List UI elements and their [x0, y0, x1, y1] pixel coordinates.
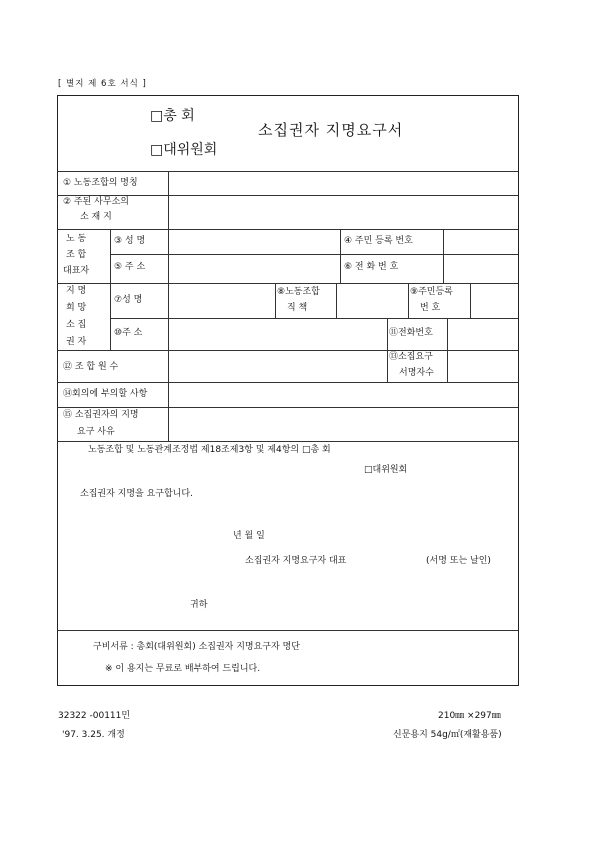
column-divider: [447, 318, 448, 350]
label-nominee: 권 자: [66, 337, 87, 347]
row-divider: [57, 283, 518, 284]
label-reason: 요구 사유: [77, 427, 115, 437]
label-signer-count: 서명자수: [399, 368, 434, 378]
label-rep-phone: ⑥ 전 화 번 호: [344, 262, 399, 272]
input-rep-name[interactable]: [170, 231, 339, 253]
document-title: 소집권자 지명요구서: [258, 121, 404, 139]
addressee-label: 귀하: [190, 600, 208, 610]
column-divider: [168, 171, 169, 229]
statement-request: 소집권자 지명을 요구합니다.: [80, 489, 193, 499]
column-divider: [168, 229, 169, 350]
input-reason[interactable]: [170, 409, 516, 440]
label-agenda: ⑭회의에 부의할 사항: [63, 389, 148, 399]
form-code: 32322 -00111민: [58, 711, 131, 721]
input-signer-count[interactable]: [449, 352, 516, 381]
label-nominee: 지 명: [66, 286, 87, 296]
label-representative: 대표자: [63, 266, 90, 276]
input-agenda[interactable]: [170, 384, 516, 406]
label-nominee-id-number: 번 호: [420, 303, 441, 313]
input-member-count[interactable]: [170, 352, 386, 381]
input-union-name[interactable]: [170, 173, 516, 194]
row-divider: [57, 407, 518, 408]
attachments-note: 구비서류 : 총회(대위원회) 소집권자 지명요구자 명단: [93, 642, 300, 652]
row-divider: [57, 229, 518, 230]
label-reason: ⑮ 소집권자의 지명: [63, 410, 139, 420]
row-divider: [57, 630, 518, 631]
column-divider: [168, 407, 169, 441]
label-nominee-position: 직 책: [287, 303, 308, 313]
label-nominee-phone: ⑪전화번호: [389, 328, 433, 338]
label-signer-count: ⑬소집요구: [389, 352, 433, 362]
column-divider: [110, 229, 111, 350]
label-nominee-name: ⑦성 명: [114, 295, 143, 305]
label-rep-name: ③ 성 명: [114, 236, 146, 246]
label-nominee-union: ⑧노동조합: [277, 287, 320, 297]
input-rep-address[interactable]: [170, 256, 339, 282]
input-office-location[interactable]: [170, 197, 516, 228]
input-nominee-name[interactable]: [170, 285, 274, 317]
label-member-count: ⑫ 조 합 원 수: [63, 362, 119, 372]
statement-line: 노동조합 및 노동관계조정법 제18조제3항 및 제4항의 □총 회: [88, 445, 331, 455]
column-divider: [168, 382, 169, 407]
column-divider: [470, 283, 471, 318]
label-nominee: 희 망: [66, 303, 87, 313]
row-divider: [57, 350, 518, 351]
form-number-tag: [ 별지 제 6호 서식 ]: [58, 79, 147, 89]
input-nominee-phone[interactable]: [449, 320, 516, 349]
free-distribution-note: ※ 이 용지는 무료로 배부하여 드립니다.: [105, 664, 261, 674]
column-divider: [340, 229, 341, 283]
signature-seal-label: (서명 또는 날인): [426, 556, 491, 566]
input-nominee-position[interactable]: [338, 285, 407, 317]
column-divider: [447, 350, 448, 382]
label-representative: 조 합: [66, 250, 87, 260]
requester-label: 소집권자 지명요구자 대표: [245, 556, 347, 566]
column-divider: [387, 350, 388, 382]
revision-date: '97. 3.25. 개정: [62, 730, 125, 740]
label-nominee: 소 집: [66, 320, 87, 330]
column-divider: [443, 229, 444, 283]
row-divider: [110, 254, 518, 255]
column-divider: [336, 283, 337, 318]
label-union-name: ① 노동조합의 명칭: [63, 178, 138, 188]
paper-type: 신문용지 54g/㎡(재활용품): [393, 730, 502, 740]
label-office-location: 소 재 지: [80, 212, 112, 222]
checkbox-delegate-statement[interactable]: □대위원회: [364, 465, 408, 475]
row-divider: [57, 382, 518, 383]
row-divider: [57, 171, 518, 172]
column-divider: [168, 350, 169, 382]
input-rep-phone[interactable]: [445, 256, 516, 282]
checkbox-general-meeting[interactable]: □총 회: [150, 108, 195, 124]
input-nominee-id[interactable]: [472, 285, 516, 317]
label-nominee-id: ⑨주민등록: [410, 287, 453, 297]
column-divider: [408, 283, 409, 318]
column-divider: [275, 283, 276, 318]
label-representative: 노 동: [66, 234, 87, 244]
column-divider: [387, 318, 388, 350]
label-rep-address: ⑤ 주 소: [114, 262, 146, 272]
date-line: 년 월 일: [233, 531, 265, 541]
input-rep-id[interactable]: [445, 231, 516, 253]
label-rep-id: ④ 주민 등록 번호: [344, 236, 413, 246]
label-office: ② 주된 사무소의: [63, 197, 129, 207]
paper-size: 210㎜ ×297㎜: [438, 711, 501, 721]
row-divider: [57, 195, 518, 196]
row-divider: [110, 318, 518, 319]
label-nominee-address: ⑩주 소: [114, 328, 143, 338]
input-nominee-address[interactable]: [170, 320, 386, 349]
row-divider: [57, 441, 518, 442]
checkbox-delegate-meeting[interactable]: □대위원회: [150, 142, 218, 158]
